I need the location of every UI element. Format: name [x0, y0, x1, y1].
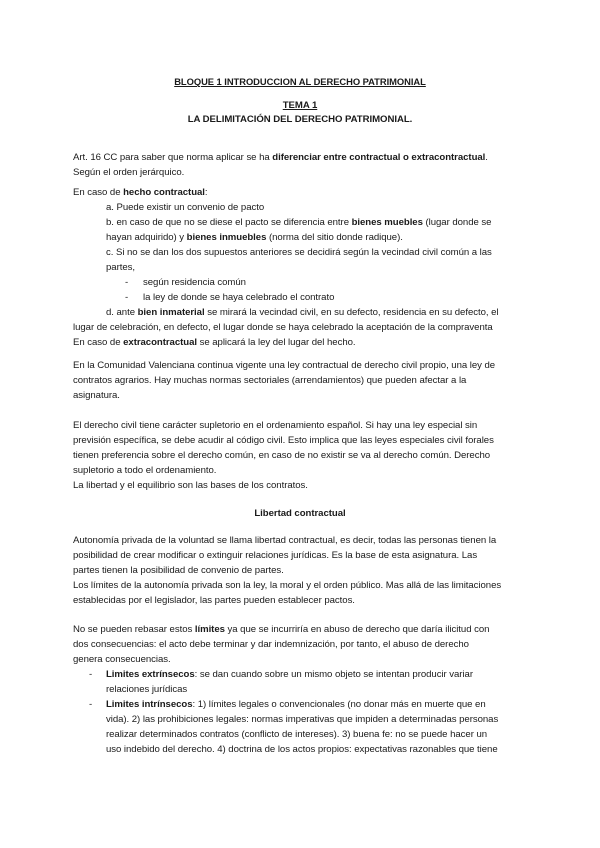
- dash-item-1-text: según residencia común: [143, 277, 246, 288]
- item-d-bold: bien inmaterial: [137, 307, 205, 318]
- dash-item-2-text: la ley de donde se haya celebrado el contrato: [143, 292, 335, 303]
- libertad-heading: Libertad contractual: [254, 508, 346, 519]
- libertad-heading-wrap: [60, 506, 540, 521]
- supletorio-line-4: supletorio a todo el ordenamiento.: [73, 465, 217, 476]
- autonomia-line-5: establecidas por el legislador, las partes pueden establecer pactos.: [73, 595, 355, 606]
- supletorio-line-1: El derecho civil tiene carácter supletorio en el ordenamiento español. Si hay una ley especial sin: [73, 420, 478, 431]
- dash-marker: -: [89, 699, 93, 710]
- supletorio-line-5: La libertad y el equilibrio son las bases de los contratos.: [73, 480, 308, 491]
- intrinsecos-bold: Limites intrínsecos: [106, 699, 193, 710]
- autonomia-paragraph: [73, 533, 533, 608]
- extra-text2: se aplicará la ley del lugar del hecho.: [196, 337, 356, 348]
- supletorio-line-3: tienen preferencia sobre el derecho común, en caso de no existir se va al derecho común. Derecho: [73, 450, 491, 461]
- hecho-bold: hecho contractual: [123, 187, 205, 198]
- item-b-text3: hayan adquirido) y: [106, 232, 187, 243]
- tema-header: [60, 98, 540, 127]
- limites-line-1: [73, 622, 533, 637]
- item-b-bold1: bienes muebles: [351, 217, 423, 228]
- limites-text-c: ya que se incurriría en abuso de derecho que daría ilicitud con: [224, 624, 490, 635]
- supletorio-paragraph: [73, 418, 533, 493]
- extrinsecos-bold: Limites extrínsecos: [106, 669, 195, 680]
- bloque-title: BLOQUE 1 INTRODUCCION AL DERECHO PATRIMONIAL: [174, 76, 426, 87]
- hecho-a: En caso de: [73, 187, 124, 198]
- limites-intrinsecos-cont-1: vida). 2) las prohibiciones legales: normas imperativas que impiden a determinadas personas: [106, 714, 499, 725]
- item-d-text2: se mirará la vecindad civil, en su defecto, residencia en su defecto, el: [204, 307, 499, 318]
- limites-line-3: genera consecuencias.: [73, 654, 171, 665]
- item-b-text4: (norma del sitio donde radique).: [266, 232, 403, 243]
- autonomia-line-4: Los límites de la autonomía privada son la ley, la moral y el orden público. Mas allá de las limitaciones: [73, 580, 502, 591]
- tema-subtitle: LA DELIMITACIÓN DEL DERECHO PATRIMONIAL.: [187, 114, 413, 125]
- dash-marker: -: [125, 277, 129, 288]
- intrinsecos-text: : 1) límites legales o convencionales (no donar más en muerte que en: [192, 699, 486, 710]
- art16-text-a: Art. 16 CC para saber que norma aplicar se ha: [73, 152, 273, 163]
- extrinsecos-text: : se dan cuando sobre un mismo objeto se intentan producir variar: [194, 669, 473, 680]
- valenciana-paragraph: [73, 358, 533, 403]
- item-b-text2: (lugar donde se: [422, 217, 492, 228]
- hecho-heading: [73, 185, 533, 200]
- item-d: [73, 305, 533, 320]
- item-d-cont: lugar de celebración, en defecto, el lugar donde se haya celebrado la aceptación de la compraventa: [73, 322, 493, 333]
- supletorio-line-2: previsión específica, se debe acudir al código civil. Esto implica que las leyes especiales civil forales: [73, 435, 494, 446]
- tema-title: TEMA 1: [282, 100, 318, 111]
- valenciana-line-3: asignatura.: [73, 390, 120, 401]
- valenciana-line-1: En la Comunidad Valenciana continua vigente una ley contractual de derecho civil propio, una ley de: [73, 360, 496, 371]
- item-b-text1: b. en caso de que no se diese el pacto se diferencia entre: [106, 217, 352, 228]
- hecho-section: [73, 185, 533, 350]
- limites-extrinsecos: [73, 667, 533, 682]
- art16-line2: Según el orden jerárquico.: [73, 167, 185, 178]
- autonomia-line-2: posibilidad de crear modificar o extinguir relaciones jurídicas. Es la base de esta asignatura. Las: [73, 550, 478, 561]
- limites-bold: límites: [194, 624, 225, 635]
- dash-marker: -: [125, 292, 129, 303]
- extra-text1: En caso de: [73, 337, 124, 348]
- item-c: c. Si no se dan los dos supuestos anteriores se decidirá según la vecindad civil común a las: [106, 247, 492, 258]
- limites-intrinsecos-cont-2: realizar determinados contratos (conflicto de intereses). 3) buena fe: no se puede hacer un: [106, 729, 488, 740]
- limites-paragraph: [73, 622, 533, 757]
- item-a: a. Puede existir un convenio de pacto: [106, 202, 265, 213]
- limites-extrinsecos-cont: relaciones jurídicas: [106, 684, 188, 695]
- autonomia-line-3: partes tienen la posibilidad de convenio de partes.: [73, 565, 284, 576]
- limites-intrinsecos-cont-3: uso indebido del derecho. 4) doctrina de los actos propios: expectativas razonables que tiene: [106, 744, 498, 755]
- header: [60, 74, 540, 89]
- dash-item-2: [73, 290, 533, 305]
- item-c-cont: partes,: [106, 262, 135, 273]
- limites-line-2: dos consecuencias: el acto debe terminar y dar indemnización, por tanto, el abuso de derecho: [73, 639, 469, 650]
- hecho-c: :: [204, 187, 208, 198]
- art16-line1: [73, 150, 533, 165]
- extracontractual-line: [73, 335, 533, 350]
- valenciana-line-2: contratos agrarios. Hay muchas normas sectoriales (arrendamientos) que pueden afectar a la: [73, 375, 467, 386]
- art16-paragraph: [73, 150, 533, 180]
- dash-item-1: [73, 275, 533, 290]
- extra-bold: extracontractual: [123, 337, 197, 348]
- item-d-text1: d. ante: [106, 307, 138, 318]
- limites-intrinsecos: [73, 697, 533, 712]
- limites-text-a: No se pueden rebasar estos: [73, 624, 195, 635]
- art16-bold: diferenciar entre contractual o extracontractual: [272, 152, 486, 163]
- art16-text-c: .: [485, 152, 488, 163]
- item-b-bold2: bienes inmuebles: [186, 232, 267, 243]
- dash-marker: -: [89, 669, 93, 680]
- autonomia-line-1: Autonomía privada de la voluntad se llama libertad contractual, es decir, todas las personas tienen la: [73, 535, 497, 546]
- item-b: [73, 215, 533, 230]
- item-b-cont: [73, 230, 533, 245]
